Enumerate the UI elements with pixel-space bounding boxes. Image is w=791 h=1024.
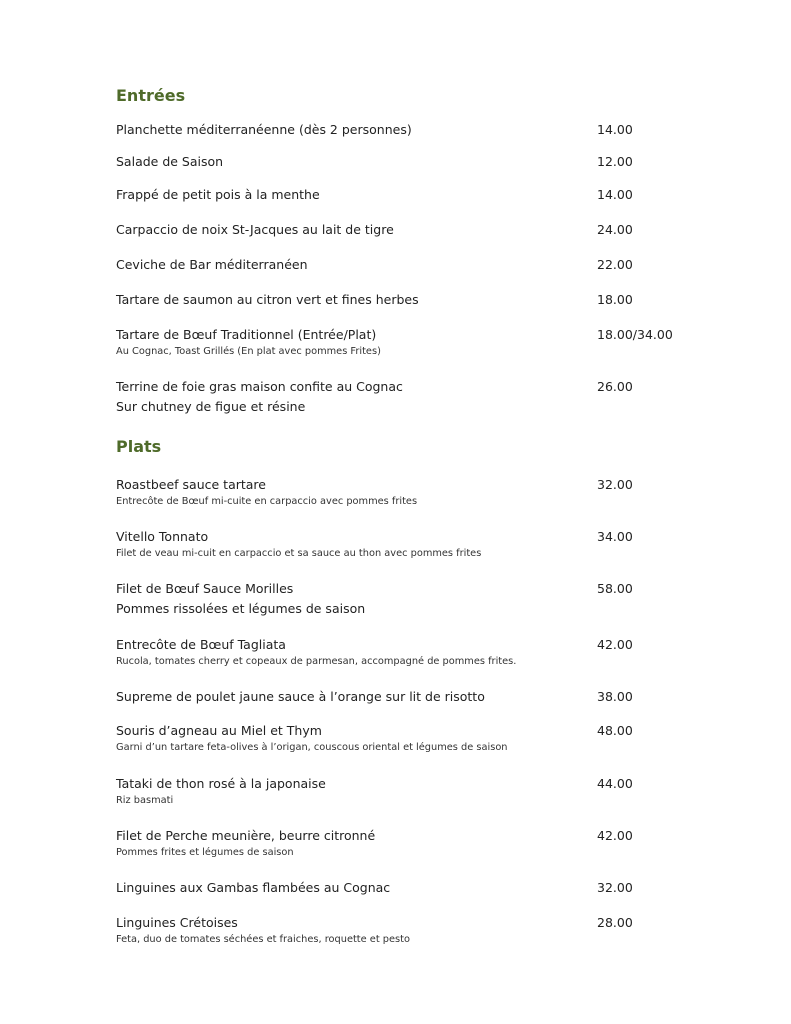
item-description: Pommes rissolées et légumes de saison [116,601,366,616]
menu-item [116,154,716,170]
menu-item [116,222,716,238]
item-price: 18.00 [597,292,633,307]
item-price: 42.00 [597,828,633,843]
item-description: Entrecôte de Bœuf mi-cuite en carpaccio avec pommes frites [116,496,418,507]
section-heading-entrees: Entrées [116,86,186,105]
item-name: Tartare de Bœuf Traditionnel (Entrée/Plat) [116,327,377,342]
item-price: 26.00 [597,379,633,394]
item-price: 14.00 [597,122,633,137]
item-price: 32.00 [597,477,633,492]
menu-item [116,292,716,308]
item-name: Linguines aux Gambas flambées au Cognac [116,880,391,895]
item-name: Vitello Tonnato [116,529,209,544]
item-name: Frappé de petit pois à la menthe [116,187,320,202]
menu-item [116,122,716,138]
item-price: 24.00 [597,222,633,237]
menu-item [116,828,716,859]
item-name: Supreme de poulet jaune sauce à l’orange sur lit de risotto [116,689,485,704]
item-price: 28.00 [597,915,633,930]
item-price: 14.00 [597,187,633,202]
item-name: Souris d’agneau au Miel et Thym [116,723,322,738]
item-price: 44.00 [597,776,633,791]
menu-item [116,723,716,754]
item-price: 22.00 [597,257,633,272]
item-description: Sur chutney de figue et résine [116,399,306,414]
menu-item [116,187,716,203]
item-name: Terrine de foie gras maison confite au Cognac [116,379,403,394]
menu-item [116,776,716,807]
item-price: 38.00 [597,689,633,704]
item-price: 48.00 [597,723,633,738]
item-name: Roastbeef sauce tartare [116,477,266,492]
item-description: Feta, duo de tomates séchées et fraiches, roquette et pesto [116,934,410,945]
item-name: Entrecôte de Bœuf Tagliata [116,637,286,652]
menu-item [116,379,716,415]
item-description: Pommes frites et légumes de saison [116,847,294,858]
item-price: 34.00 [597,529,633,544]
menu-item [116,529,716,560]
menu-item [116,327,716,358]
item-name: Tataki de thon rosé à la japonaise [116,776,326,791]
menu-item [116,257,716,273]
item-price: 32.00 [597,880,633,895]
item-name: Salade de Saison [116,154,224,169]
item-description: Garni d’un tartare feta-olives à l’origan, couscous oriental et légumes de saison [116,742,508,753]
item-name: Filet de Bœuf Sauce Morilles [116,581,294,596]
item-name: Tartare de saumon au citron vert et fines herbes [116,292,419,307]
menu-item [116,581,716,617]
item-name: Planchette méditerranéenne (dès 2 personnes) [116,122,412,137]
item-description: Riz basmati [116,795,174,806]
item-price: 58.00 [597,581,633,596]
item-name: Linguines Crétoises [116,915,238,930]
item-description: Au Cognac, Toast Grillés (En plat avec pommes Frites) [116,346,381,357]
menu-item [116,637,716,668]
menu-item [116,689,716,705]
item-price: 42.00 [597,637,633,652]
item-price: 18.00/34.00 [597,327,673,342]
item-name: Ceviche de Bar méditerranéen [116,257,308,272]
item-name: Carpaccio de noix St-Jacques au lait de tigre [116,222,394,237]
menu-item [116,880,716,896]
item-price: 12.00 [597,154,633,169]
menu-item [116,915,716,946]
item-description: Filet de veau mi-cuit en carpaccio et sa sauce au thon avec pommes frites [116,548,482,559]
item-description: Rucola, tomates cherry et copeaux de parmesan, accompagné de pommes frites. [116,656,517,667]
item-name: Filet de Perche meunière, beurre citronné [116,828,376,843]
section-heading-plats: Plats [116,437,162,456]
menu-item [116,477,716,508]
